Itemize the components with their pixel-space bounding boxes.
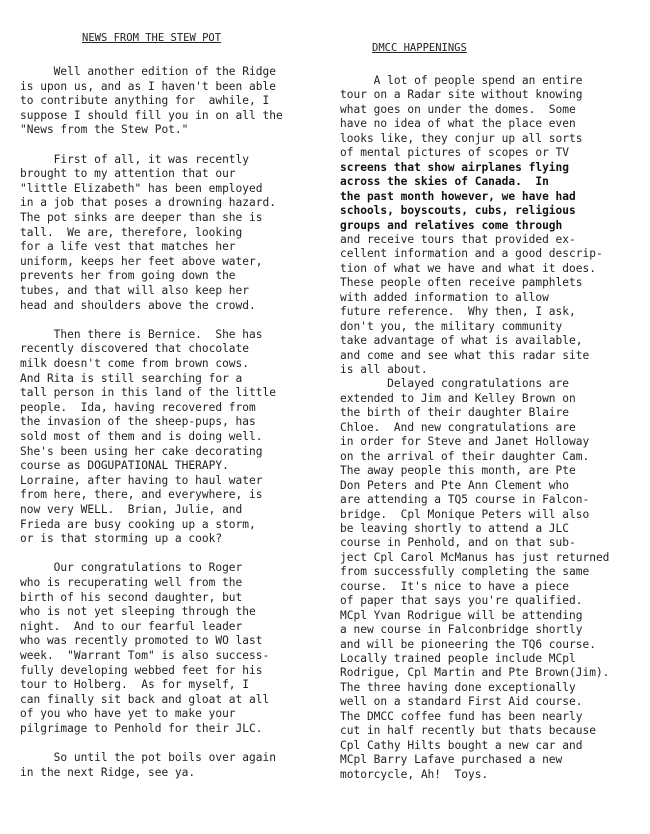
text-line: The three having done exceptionally [340, 680, 576, 694]
text-line: And Rita is still searching for a [20, 371, 243, 385]
text-line: looks like, they conjur up all sorts [340, 131, 583, 145]
text-line: the past month however, we have had [340, 189, 576, 203]
text-line: is upon us, and as I haven't been able [20, 79, 276, 93]
text-line: to contribute anything for awhile, I [20, 94, 270, 108]
text-line: can finally sit back and gloat at all [20, 692, 270, 706]
text-line: course. It's nice to have a piece [340, 579, 570, 593]
text-line: tubes, and that will also keep her [20, 284, 250, 297]
text-line: Lorraine, after having to haul water [20, 473, 263, 487]
text-line: be leaving shortly to attend a JLC [340, 521, 570, 535]
text-line: pilgrimage to Penhold for their JLC. [20, 722, 263, 735]
text-line: and will be pioneering the TQ6 course. [340, 637, 596, 651]
text-line: tion of what we have and what it does. [340, 261, 596, 275]
text-line: take advantage of what is available, [340, 334, 583, 348]
text-line: First of all, it was recently [20, 152, 250, 166]
text-line: on the arrival of their daughter Cam. [340, 449, 590, 463]
text-line: in a job that poses a drowning hazard. [20, 196, 276, 210]
text-line: motorcycle, Ah! Toys. [340, 767, 489, 781]
text-line: She's been using her cake decorating [20, 444, 263, 458]
text-line: in the next Ridge, see ya. [20, 765, 196, 779]
text-line: the birth of their daughter Blaire [340, 406, 570, 420]
text-line: MCpl Barry Lafave purchased a new [340, 753, 563, 767]
text-line: suppose I should fill you in on all the [20, 108, 283, 122]
text-line: Delayed congratulations are [340, 377, 570, 391]
text-line: ject Cpl Carol McManus has just returned [340, 550, 610, 564]
text-line: in order for Steve and Janet Holloway [340, 435, 590, 449]
text-line: who is recuperating well from the [20, 576, 243, 589]
text-line: don't you, the military community [340, 319, 563, 333]
text-line: "little Elizabeth" has been employed [20, 181, 263, 195]
text-line: the invasion of the sheep-pups, has [20, 415, 256, 429]
text-line: course in Penhold, and on that sub- [340, 536, 576, 550]
text-line: brought to my attention that our [20, 167, 236, 181]
text-line: tour to Holberg. As for myself, I [20, 678, 250, 692]
text-line: who was recently promoted to WO last [20, 634, 263, 648]
text-line: Well another edition of the Ridge [20, 65, 276, 78]
text-line: These people often receive pamphlets [340, 276, 583, 290]
text-line: milk doesn't come from brown cows. [20, 357, 250, 370]
text-line: now very WELL. Brian, Julie, and [20, 503, 243, 516]
text-line: Locally trained people include MCpl [340, 652, 576, 665]
column-heading-dmcc: DMCC HAPPENINGS [372, 42, 467, 54]
text-line: future reference. Why then, I ask, [340, 305, 576, 319]
column-heading-stew-pot: NEWS FROM THE STEW POT [82, 32, 222, 44]
text-line: well on a standard First Aid course. [340, 695, 583, 709]
text-line: are attending a TQ5 course in Falcon- [340, 493, 590, 507]
text-line: from here, there, and everywhere, is [20, 488, 263, 502]
text-line: who is not yet sleeping through the [20, 605, 256, 619]
text-line: of mental pictures of scopes or TV [340, 146, 570, 160]
text-line: or is that storming up a cook? [20, 532, 223, 546]
text-line: Then there is Bernice. She has [20, 327, 263, 341]
text-line: screens that show airplanes flying [340, 160, 570, 174]
text-line: tour on a Radar site without knowing [340, 88, 583, 102]
text-line: of you who have yet to make your [20, 707, 236, 721]
text-line: fully developing webbed feet for his [20, 663, 263, 677]
text-line: course as DOGUPATIONAL THERAPY. [20, 459, 229, 473]
text-line: people. Ida, having recovered from [20, 400, 256, 414]
text-line: Don Peters and Pte Ann Clement who [340, 478, 570, 492]
text-line: recently discovered that chocolate [20, 342, 250, 356]
text-line: "News from the Stew Pot." [20, 123, 189, 137]
text-line: a new course in Falconbridge shortly [340, 623, 583, 637]
text-line: for a life vest that matches her [20, 240, 236, 254]
text-line: and receive tours that provided ex- [340, 232, 576, 246]
text-line: with added information to allow [340, 290, 549, 304]
text-line: cut in half recently but thats because [340, 724, 596, 738]
text-line: MCpl Yvan Rodrigue will be attending [340, 608, 583, 622]
text-line: So until the pot boils over again [20, 751, 276, 765]
text-line: have no idea of what the place even [340, 117, 576, 131]
text-line: The pot sinks are deeper than she is [20, 211, 263, 224]
text-line: Rodrigue, Cpl Martin and Pte Brown(Jim). [340, 666, 610, 680]
text-line: The DMCC coffee fund has been nearly [340, 709, 583, 723]
text-line: cellent information and a good descrip- [340, 247, 603, 261]
text-line: Cpl Cathy Hilts bought a new car and [340, 738, 583, 752]
text-line: bridge. Cpl Monique Peters will also [340, 507, 590, 521]
text-line: groups and relatives come through [340, 218, 563, 232]
text-line: across the skies of Canada. In [340, 175, 549, 189]
text-line: The away people this month, are Pte [340, 464, 576, 478]
text-line: uniform, keeps her feet above water, [20, 254, 263, 268]
text-line: head and shoulders above the crowd. [20, 298, 256, 312]
text-line: extended to Jim and Kelley Brown on [340, 391, 576, 405]
text-line: what goes on under the domes. Some [340, 102, 576, 116]
text-line: is all about. [340, 363, 428, 376]
text-line: night. And to our fearful leader [20, 619, 243, 633]
text-line: of paper that says you're qualified. [340, 594, 583, 608]
text-line: sold most of them and is doing well. [20, 430, 263, 443]
text-line: and come and see what this radar site [340, 348, 590, 362]
text-line: Our congratulations to Roger [20, 561, 243, 575]
text-line: from successfully completing the same [340, 565, 590, 579]
text-line: prevents her from going down the [20, 269, 236, 283]
text-line: week. "Warrant Tom" is also success- [20, 649, 270, 662]
text-line: tall. We are, therefore, looking [20, 225, 243, 239]
text-line: A lot of people spend an entire [340, 74, 583, 87]
text-line: Frieda are busy cooking up a storm, [20, 517, 256, 531]
text-line: Chloe. And new congratulations are [340, 420, 576, 434]
text-line: tall person in this land of the little [20, 386, 276, 400]
text-line: schools, boyscouts, cubs, religious [340, 204, 576, 218]
text-line: birth of his second daughter, but [20, 590, 243, 604]
